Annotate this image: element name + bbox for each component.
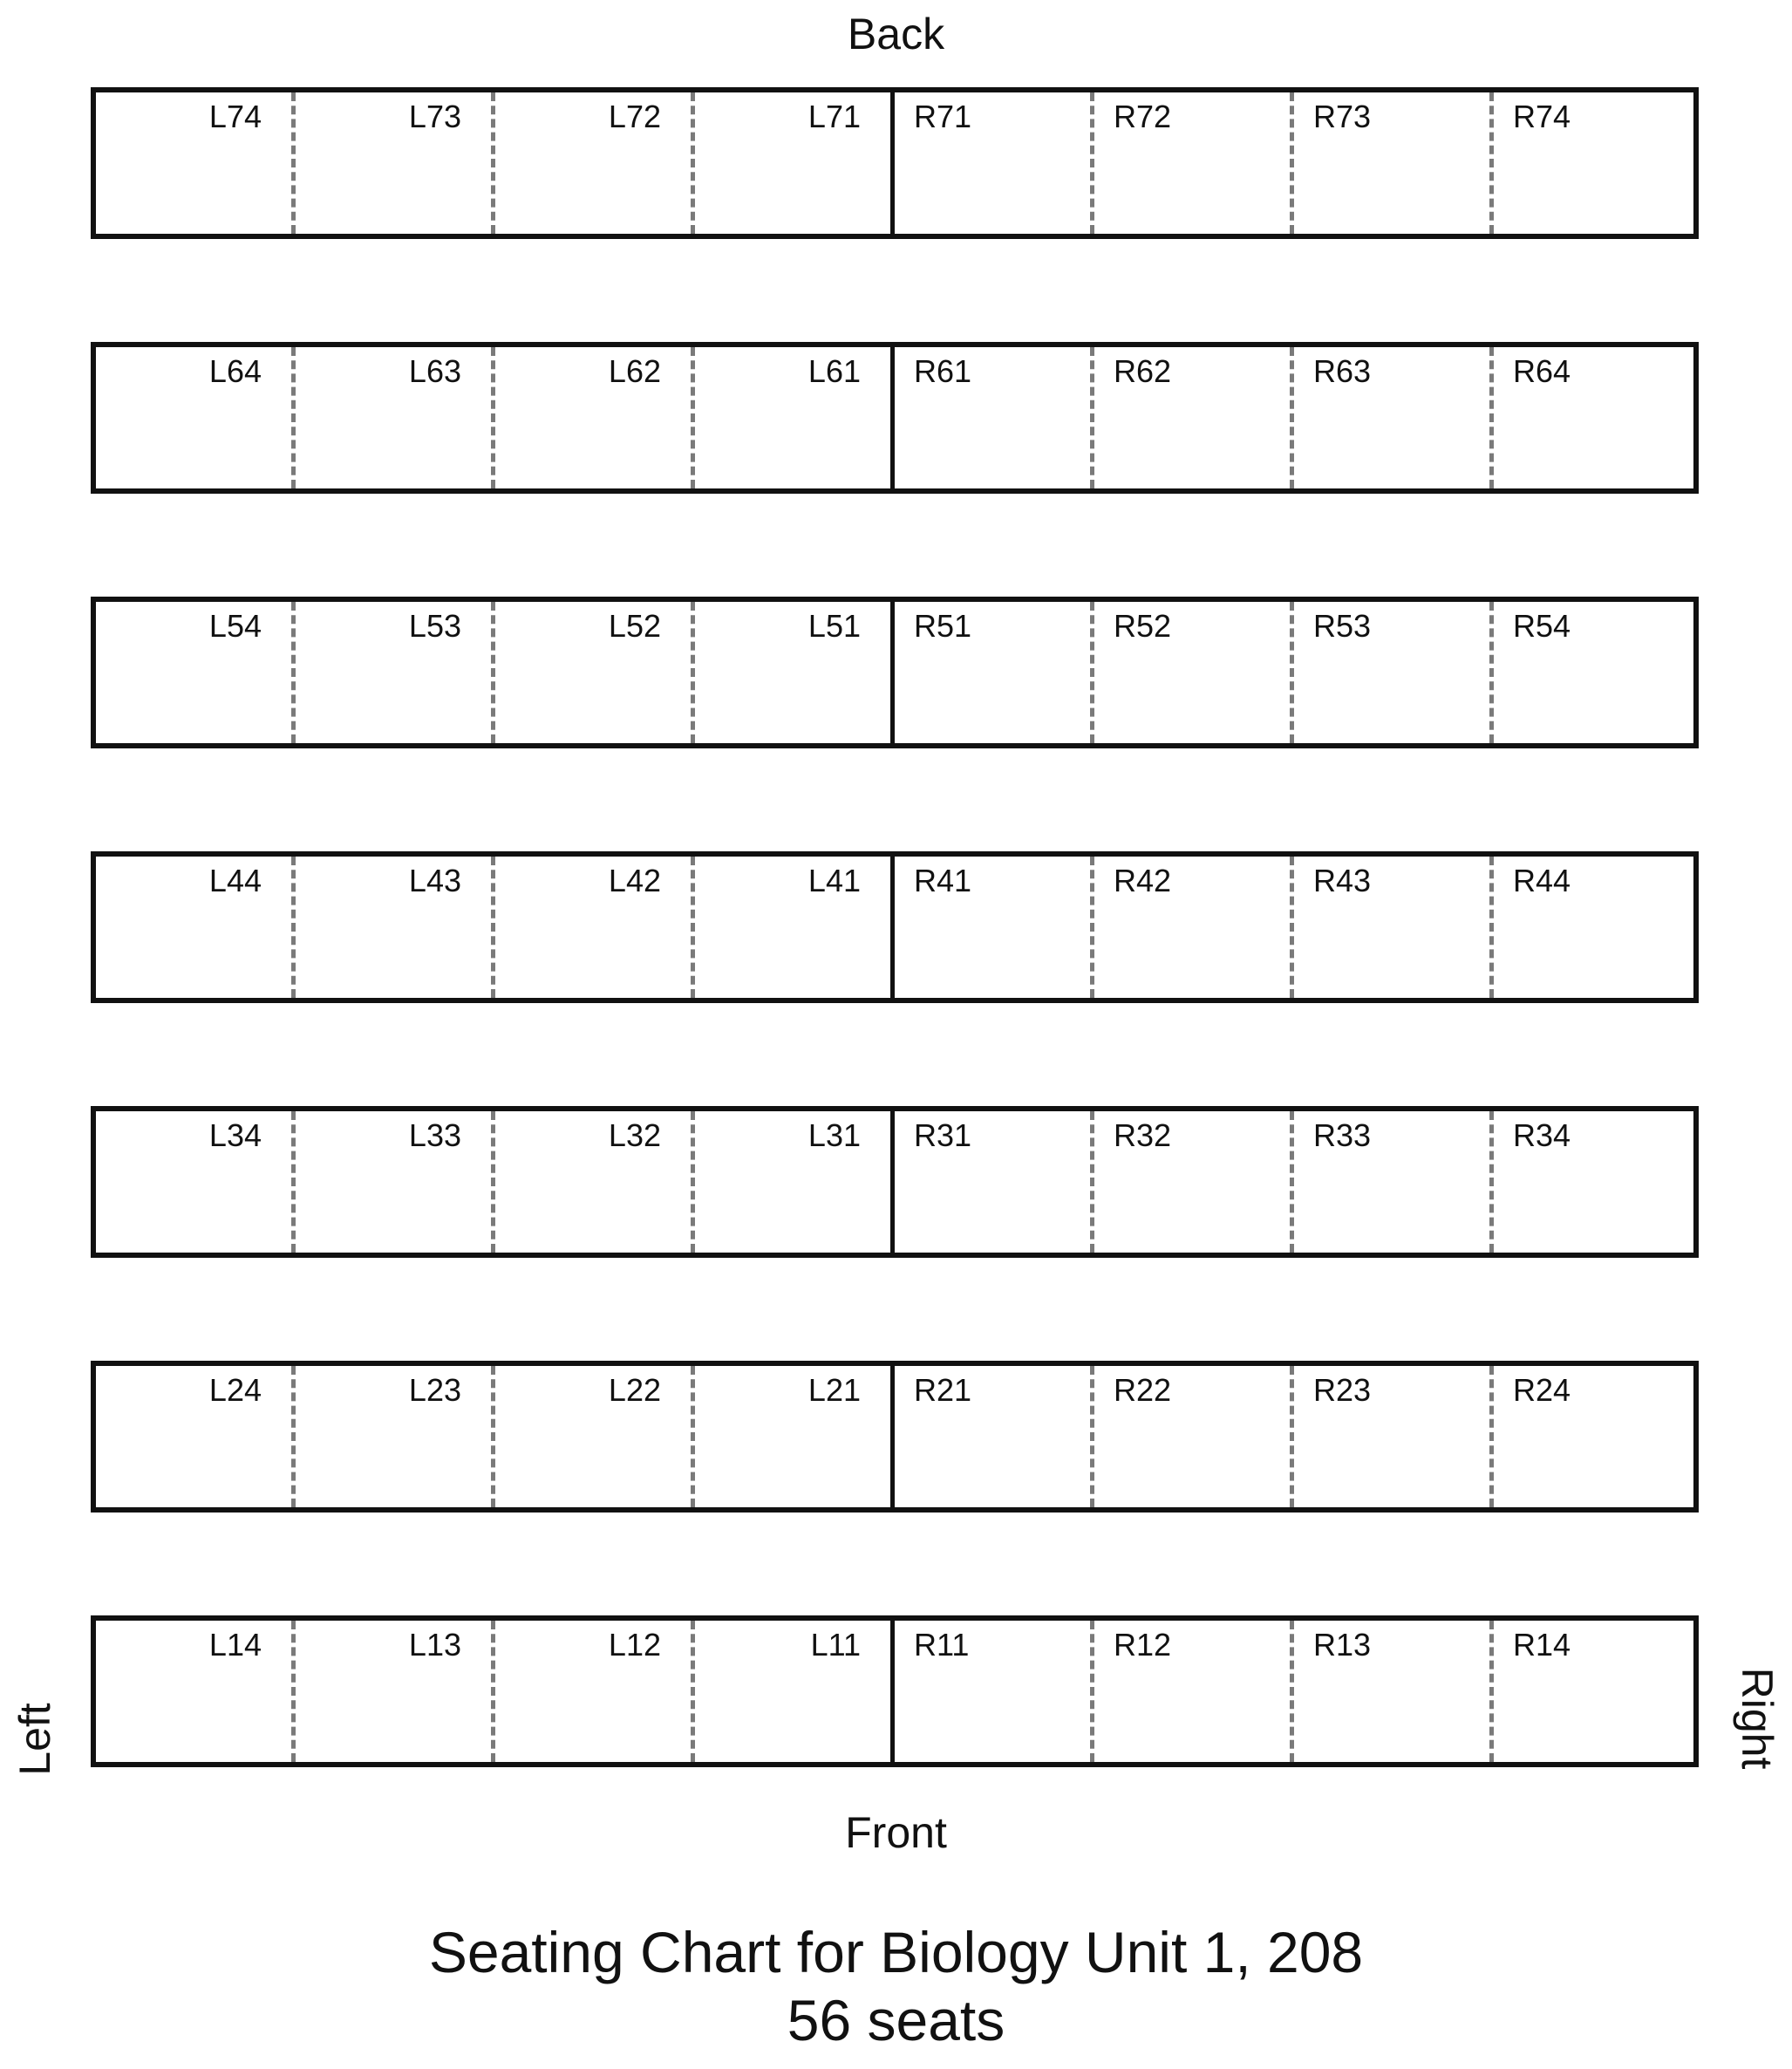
seat <box>695 602 895 743</box>
seat-label: R62 <box>1114 353 1172 389</box>
seat-label: L51 <box>807 608 861 644</box>
seat <box>495 92 695 234</box>
seat <box>296 1621 495 1762</box>
seat-label: R63 <box>1313 353 1372 389</box>
seat-label: L14 <box>208 1627 262 1663</box>
seat <box>895 602 1094 743</box>
seat <box>495 602 695 743</box>
seat <box>1294 1366 1494 1507</box>
seat-row <box>91 87 1699 239</box>
seat-label: R11 <box>914 1627 970 1663</box>
seat-label: R64 <box>1513 353 1571 389</box>
seat <box>1094 1366 1294 1507</box>
seat <box>296 1366 495 1507</box>
front-label: Front <box>845 1808 947 1857</box>
right-label: Right <box>1733 1667 1782 1770</box>
seat-row <box>91 342 1699 494</box>
seat-label: R74 <box>1513 99 1571 134</box>
seat <box>895 857 1094 998</box>
seat <box>1294 857 1494 998</box>
seat-label: L72 <box>608 99 661 134</box>
seat <box>695 1621 895 1762</box>
seat-row <box>91 851 1699 1003</box>
seat-label: R44 <box>1513 863 1571 898</box>
seat-label: L33 <box>408 1117 461 1153</box>
seat-label: R73 <box>1313 99 1372 134</box>
seat <box>895 1366 1094 1507</box>
seat-label: R34 <box>1513 1117 1571 1153</box>
seat-row <box>91 597 1699 748</box>
back-label: Back <box>847 10 945 58</box>
seat <box>695 347 895 488</box>
seat <box>1094 602 1294 743</box>
chart-title: Seating Chart for Biology Unit 1, 208 <box>428 1920 1364 1984</box>
seat-label: L63 <box>408 353 461 389</box>
seat-label: R72 <box>1114 99 1172 134</box>
seat-label: L62 <box>608 353 661 389</box>
seat <box>495 1366 695 1507</box>
seat-label: L31 <box>807 1117 861 1153</box>
seat-label: R24 <box>1513 1372 1571 1408</box>
seat-label: L74 <box>208 99 262 134</box>
seat-label: L41 <box>807 863 861 898</box>
seat-label: R43 <box>1313 863 1372 898</box>
seat-label: L12 <box>608 1627 661 1663</box>
chart-subtitle: 56 seats <box>787 1988 1005 2052</box>
seat <box>96 857 296 998</box>
seat <box>1094 857 1294 998</box>
seat-label: R51 <box>914 608 972 644</box>
seat-label: R71 <box>914 99 972 134</box>
seat-row <box>91 1361 1699 1512</box>
seat-label: R42 <box>1114 863 1172 898</box>
seat <box>1494 857 1693 998</box>
seat <box>895 347 1094 488</box>
seat-label: R53 <box>1313 608 1372 644</box>
seat-row <box>91 1106 1699 1258</box>
seat <box>1094 347 1294 488</box>
seat-label: R61 <box>914 353 972 389</box>
seat <box>495 1111 695 1253</box>
seat <box>96 602 296 743</box>
seat <box>1494 602 1693 743</box>
seat-label: L61 <box>807 353 861 389</box>
seat-label: R32 <box>1114 1117 1172 1153</box>
seat-label: L21 <box>807 1372 861 1408</box>
seat-label: L53 <box>408 608 461 644</box>
seat-label: L24 <box>208 1372 262 1408</box>
seat <box>1294 1111 1494 1253</box>
seat <box>1494 347 1693 488</box>
seat <box>895 92 1094 234</box>
seat-label: L23 <box>408 1372 461 1408</box>
seat-label: L44 <box>208 863 262 898</box>
seat-label: L13 <box>408 1627 461 1663</box>
seat-label: L32 <box>608 1117 661 1153</box>
seat <box>1294 92 1494 234</box>
seat <box>1094 1621 1294 1762</box>
seat-label: R31 <box>914 1117 972 1153</box>
left-label: Left <box>10 1703 59 1776</box>
seat <box>1494 1621 1693 1762</box>
seat <box>1294 1621 1494 1762</box>
seat-label: L71 <box>807 99 861 134</box>
seat <box>296 857 495 998</box>
seat-label: R14 <box>1513 1627 1571 1663</box>
seat-label: L42 <box>608 863 661 898</box>
seat <box>495 857 695 998</box>
seat <box>895 1621 1094 1762</box>
seat <box>695 1366 895 1507</box>
seat <box>1094 92 1294 234</box>
seat <box>96 1621 296 1762</box>
seat <box>296 1111 495 1253</box>
seat-label: L64 <box>208 353 262 389</box>
seat <box>296 92 495 234</box>
seat <box>695 857 895 998</box>
seat-label: R12 <box>1114 1627 1172 1663</box>
seat <box>296 347 495 488</box>
seat <box>495 1621 695 1762</box>
seat <box>296 602 495 743</box>
seat-label: R13 <box>1313 1627 1372 1663</box>
seat-label: L34 <box>208 1117 262 1153</box>
seat <box>695 92 895 234</box>
seat-label: L43 <box>408 863 461 898</box>
seat <box>96 92 296 234</box>
seat <box>96 347 296 488</box>
seat-label: L54 <box>208 608 262 644</box>
seat-label: L52 <box>608 608 661 644</box>
seat-label: R41 <box>914 863 972 898</box>
seat <box>695 1111 895 1253</box>
seat-label: L22 <box>608 1372 661 1408</box>
seat <box>1494 1366 1693 1507</box>
seat-label: L73 <box>408 99 461 134</box>
seat-label: R22 <box>1114 1372 1172 1408</box>
seat <box>495 347 695 488</box>
seat <box>895 1111 1094 1253</box>
seat <box>96 1111 296 1253</box>
seat <box>1494 1111 1693 1253</box>
seat-label: R52 <box>1114 608 1172 644</box>
seat-label: R33 <box>1313 1117 1372 1153</box>
seat <box>1294 347 1494 488</box>
seat <box>1494 92 1693 234</box>
seat <box>1294 602 1494 743</box>
seat-label: L11 <box>810 1627 861 1663</box>
seat-row <box>91 1615 1699 1767</box>
seat <box>1094 1111 1294 1253</box>
seat <box>96 1366 296 1507</box>
seat-label: R54 <box>1513 608 1571 644</box>
seat-label: R23 <box>1313 1372 1372 1408</box>
seat-label: R21 <box>914 1372 972 1408</box>
